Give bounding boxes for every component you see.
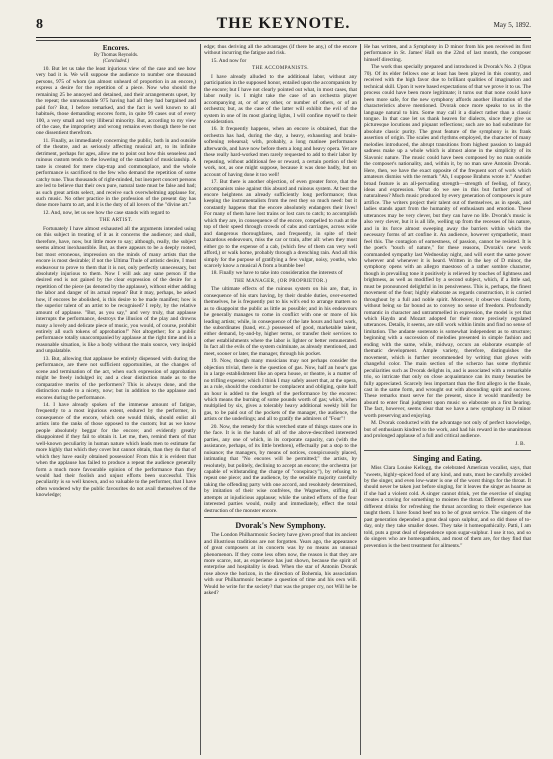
paragraph: 13. But, allowing that applause be entirely dispensed with during the performance, are there not sufficient opportunities, at the changes of scene and termination of the act, when such expression of approbation might be freely indulged in; and a clear distinction made as to the comparative merits of the performers? This is always done, and the distinction made to a nicety, now; but in addition to the applause and encores during the performance. (36, 355, 196, 401)
article-heading-dvorak: Dvorak's New Symphony. (235, 521, 326, 531)
paragraph: Fortunately I have almost exhausted all the arguments intended using on this subject in treating of it as it concerns the audience; and shall, therefore, have, now, but little more to say; although, really, the subject seems almost inexhaustible. But, as there appears to be a deeply rooted, but most erroneous, impression on the minds of many artists that the encore is most desirable; if not the Ultima Thule of artistic desire, I must endeavour to prove to them that it is not, only perfectly unnecessary, but absolutely injurious to them. Now I will ask any sane person if the desired end is not gained by the clear expression of the desire for a repetition of the piece (as denoted by the applause), without either adding the labor and danger of its actual repeat? But it may, perhaps, be asked how, if encores be abolished, is this desire to be made manifest; how is the superior talent of an artist to be recognised? I reply, by the relative amount of applause. "But, as you say," and very truly, that applause interrupts the performance, destroys the illusion of the play and drowns many a lovely and delicate piece of music, you would, of course, prohibit entirely all such tokens of approbation!" Not altogether; for a public performance totally unaccompanied by applause at the right time and in a reasonable situation, is like a body without the main source, very insipid and unpalatable. (36, 225, 196, 355)
section-divider (204, 517, 357, 518)
paragraph: He has written, and a Symphony in D minor from his pen received its first performance in St. James' Hall on the 22nd of last month, the composer himself directing. (364, 44, 531, 63)
newspaper-title: THE KEYNOTE. (216, 15, 351, 32)
section-divider (364, 450, 531, 451)
article-heading-encores: Encores. (102, 44, 130, 52)
paragraph: 11. Finally, as immediately concerning the public, both in and outside of the theatre, and as seriously affecting musical art, to its infinite detriment, perhaps for ages, allow me to point out how this senseless and ruinous custom tends to the lowering of the standard of musicianship. A taste is created for mere clap-trap and commonplace, and the whole performance is sacrificed to the few who demand the repetition of some catchy tune. Thus thousands of right-minded, but inexpert concert persons are led to believe that their own pure, natural taste must be false and bad; as such great artists select, and receive such overwhelming applause for, such music. No other practice in the profession of the present day has done more harm to art, and it is the duty of all lovers of the "divine art." (36, 137, 196, 209)
paragraph: edge; thus deriving all the advantages (if there be any,) of the encore without incurring the fatigue and risk. (204, 44, 357, 57)
paragraph: I have already alluded to the additional labor, without any participation in the supposed honor, entailed upon the accompanists by the encore; but I have not clearly pointed out what, in most cases, that labor really is. I might take the case of an orchestra player accompanying at, or of any other, or number of others, or of an orchestra; but, as the case of the latter will exhibit the evil of the system in one of its most glaring lights, I will confine myself to their consideration. (204, 73, 357, 125)
paragraph: 14. I have already spoken of the immense amount of fatigue, frequently to a most injurious extent, endured by the performer, in consequence of the encore, which one would think, should enlist all artists into the ranks of those opposed to the custom; but as we know people absolutely beggar for the encore; and evidently greatly disappointed if they fail to obtain it. Let me, then, remind them of that well-known peculiarity in human nature which leads men to estimate far more highly that which they covet but cannot obtain, than they do that of which they have easily obtained possession! From this it is evident that when the applause has failed to produce a repeat the audience generally form a much more favourable opinion of the performance than they would had their foolish and unjust efforts been successful. This peculiarity is so well known, and so valuable to the performer, that I have often wondered why the public favourites do not avail themselves of the knowledge; (36, 402, 196, 499)
paragraph: 16. It frequently happens, when an encore is obtained, that the orchestra has had, during the day, a heavy, exhausting and brain-softening rehearsal; with, probably, a long matinee performance afterwards, and have now before them a long and heavy opera. Yet are these really hard-worked men rarely requested to add to their labor by repeating, without additional fee or reward, a certain portion of their work, not, as one might suppose, because it was done badly, but on account of having done it too well! (204, 126, 357, 178)
column-2 (204, 44, 357, 755)
paragraph: 10. But let us take the least injurious view of the case and see how very bad it is. We will suppose the audience to number one thousand persons, 975 of whom (an almost unheard of proportion in an encore,) express a desire for the repetition of a piece. Now who should the remaining 25 be annoyed and detained, and their arrangements upset, by the repeat; the unreasonable 975 having had all they had bargained and paid for? But, I before remarked, and the fact is well known to all habitués, those demanding encores form, in quite 99 cases out of every 100, a very small and very illiberal minority. But, according to my view of the case, the impropriety and wrong remains even though there be not one dissentient therefrom. (36, 65, 196, 137)
paragraph: 17. But there is another objection, of even greater force, that the accompanists raise against this absurd and ruinous system. At best the encore heightens an already sufficiently long performance; thus keeping the instrumentalists from the rest they so much need: but it constantly happens that the encore absolutely endangers their lives! For many of them have lost trains or lost cars to catch; to accomplish which they are, in consequence of the encore, compelled to rush at the top of their speed through crowds of cabs and carriages, across wide and dangerous thoroughfares, and frequently, in spite of their hazardous endeavours, miss the car or train, after all: when they must either go to the expense of a cab, (which few of them can very well afford,) or walk home, probably through a drenching rain. And all this simply for the purpose of gratifying a few vulgar, noisy, youths, who scarcely know a musical A from a bumble bee! (204, 179, 357, 269)
paragraph: 20. Now, the remedy for this wretched state of things stares one in the face. It is in the hands of all of the above-described interested parties, any one of which, in its corporate capacity, can (with the assistance, perhaps, of its little brethren), effectually put a stop to the nuisance; the managers, by means of notices, conspicuously placed, intimating that "No encores will be permitted;" the artists, by resolutely, but politely, declining to accept an encore; the orchestra (or capable of withstanding the charge of "conspiracy"), by refusing to repeat one piece; and the audience, by the sensible majority carefully taking the offending party with one accord, and resolutely determined, by imitation of their wise confrères, the Wagnerites, stifling all attempts at injudicious applause; while the united efforts of the four interested parties would, really and immediately, effect the total destruction of the monster encore. (204, 423, 357, 514)
byline: By Thomas Reynolds. (93, 53, 139, 58)
paragraph: M. Dvorak conducted with the advantage not only of perfect knowledge, but of enthusiasm kindred to the work, and had his reward in the unanimous and prolonged applause of a full and critical audience. (364, 420, 531, 440)
column-3 (364, 44, 531, 755)
column-1 (36, 44, 196, 755)
signature: J. B. (515, 440, 525, 447)
paragraph: Miss Clara Louise Kellogg, the celebrated American vocalist, says, that "sweets, highly-spiced food of any kind, and nuts, must be carefully avoided by the singer, and even low-water is one of the worst things for the throat. It should never be taken just before singing, for it leaves the singer as hoarse as if she had a violent cold. A singer cannot drink, yet the exercise of singing creates a craving for something to moisten the throat. Different singers use different drinks for refreshing the throat according to their experience has taught them. I have found beef tea to be of great service. The singers of the past generation depended a great deal upon sulphur, and so did those of to-day, only they take smaller doses. They take it homeopathically. Patti, I am told, puts a great deal of dependence upon sugar-sulphur. I use it too, and so do singers who are homeopathists, and most of them are, for they find that prevention is the best treatment for ailments." (364, 465, 531, 549)
paragraph: 19. Now, though many musicians may not perhaps consider the objection trivial, there is the question of gas. Now, half an hour's gas in a large establishment like an opera house, or theatre, is a matter of no trifling expense; which I think I may safely assert that, at the opera, as a rule, should the conductor be complacent and obliging, quite half an hour is added to the length of the performance by the encores: which means the burning of some pounds worth of gas; which, when multiplied by six, gives a tolerably heavy additional weekly bill for gas, to be paid out of the pockets of the manager, the audience, the artists or the underlings; and all to gratify the admirers of "Four"! (204, 358, 357, 423)
paragraph: 12. And, now, let us see how the case stands with regard to (43, 209, 170, 216)
paragraph: 15. And now for (211, 57, 247, 64)
concluded-note: (Concluded.) (102, 59, 130, 65)
subheading-manager: THE MANAGER, (OR PROPRIETOR.) (233, 278, 328, 284)
paragraph: 18. Finally we have to take into consideration the interests of (211, 270, 343, 277)
subheading-artist: THE ARTIST. (99, 218, 133, 224)
article-heading-singing: Singing and Eating. (413, 454, 482, 464)
page-number: 8 (36, 17, 43, 32)
masthead (36, 15, 531, 38)
column-divider (200, 44, 201, 755)
paragraph: The work thus specially prepared and introduced is Dvorak's No. 2 (Opus 70). Of its elder fellows one at least has been played in this country, and received with the high favor due to brilliant qualities of imagination and technical skill. Upon it were based expectations of that we prove it to us. The process could have been more legitimate; it turns out that none could have been more safe, for the new symphony affords another illustration of the characteristics above mentioned. Dvorak once more speaks to us in the language natural to him. Some may call it a dialect rather than a classic tongue. In that case let us thank heaven for dialects, since they give us picturesque locutions and piquant reflections; such are no bad substitute for absolute classic purity. The great feature of the symphony is its frank assertion of origin. The scales and rhythms employed, the character of many melodies introduced, the abrupt transitions from highest passion to languid sadness make up a whole which is almost alone in the simplicity of its Slavonic nature. The music could have been composed by no man outside the composer's nationality, and, within it, by no man save Antonin Dvorak. Here, then, we have the exact opposite of the frequent sort of work which amateurs dismiss with the remark "Ah, I suppose Brahms wrote it." Another broad feature is an all-pervading strength—strength of feeling, of fancy, ideas and expression. What do we see in this but further proof of naturalness? Much music produced by every generation of composers is pure artifice. The writers project their talent out of themselves, as in speak, and ladies stands apart from the humanity of enthusiasm and emotion. These utterances may be very clever, but they can have no life. Dvorak's music is also very clever, but it is all life, welling up from the recesses of his nature, and in its force almost sweeping away the barriers within which the necessary forms of art confine it. An audience, however sympathetic, must feel this. The contagion of earnestness, of passion, cannot be resisted. It is the poet's "touch of nature," for these reasons, Dvorak's new work commanded sympathy last Wednesday night, and will exert the same power wherever and whenever it is heard. Written in the key of D minor, the symphony opens with an allegro maestoso of a rather sombre character, though in prevailing tone it positively is relieved by touches of lightness and brightness, as well as modified by a second subject, which, if a little sad, must be pronounced delightful in its pensiveness. This is, perhaps, the finest movement of the four; highly elaborate as regards construction, it is carried throughout by a full and noble spirit. Moreover, it observes classic form, without being so far bound as to convey no sense of freedom. Profoundly romantic in character and untrammelled in expression, the model is yet that which Haydn and Mozart adopted for their more precisely regulated utterances. Details, it seems, are still work within limits and find no sense of limitation. The andante sostenuto is somewhat independent as to structure; beginning with a succession of melodies presented in simple fashion and ending with the same, while, midway, occurs an elaborate example of thematic development. Ample variety, therefore, distinguishes the movement, which is further recommended by writing that glows with changeful color. The main section of the scherzo has some rhythmic peculiarities such as Dvorak delights in, and is associated with a remarkable trio, so intricate that only on close acquaintance can its many beauties be fully appreciated. Scarcely less important than the first allegro is the finale, cast in the same form, and wrought out with abounding spirit and success. These remarks must serve for the present, since it would manifestly be absurd to enter final judgment upon music so elaborate on a first hearing. The fact, however, seems clear that we have a new symphony in D minor worth preserving and enjoying. (364, 64, 531, 419)
column-divider (360, 44, 361, 755)
paragraph: The ultimate effects of the ruinous system on his are, that, in consequence of his stars having, by their double duties, over-exerted themselves, he is frequently put to his wit's end to arrange matters so as to disappoint the public as little as possible; and in his endeavours he generally manages to come in conflict with one or more of his leading artists; while, in consequence of the late hours and hard work, the subordinates (band, etc.,) possessed of good, marketable talent, either demand, by-and-by, higher terms, or transfer their services to other establishments where the labor is lighter or better remunerated. In fact all the evils of the system culminate, as already mentioned, and meet, sooner or later, the manager, through his pocket. (204, 286, 357, 357)
subheading-accompanists: THE ACCOMPANISTS. (252, 66, 309, 72)
header-rule (36, 40, 531, 41)
issue-date: May 5, 1892. (493, 21, 531, 29)
paragraph: The London Philharmonic Society have given proof that its ancient and illustrious traditions are not forgotten. Years ago, the appearance of great composers at its concerts was by no means an unusual phenomenon. If they come less often now, the reason is that they are more scarce, not, as experience has just shown, because the spirit of enterprise and hospitality is dead. When the star of Antonin Dvorak rose above the horizon, in the direction of Bohemia, his association with our Philharmonic became a question of time and his own will. Would he write for the society? that was the proper cry, not Will he be asked? (204, 532, 357, 597)
